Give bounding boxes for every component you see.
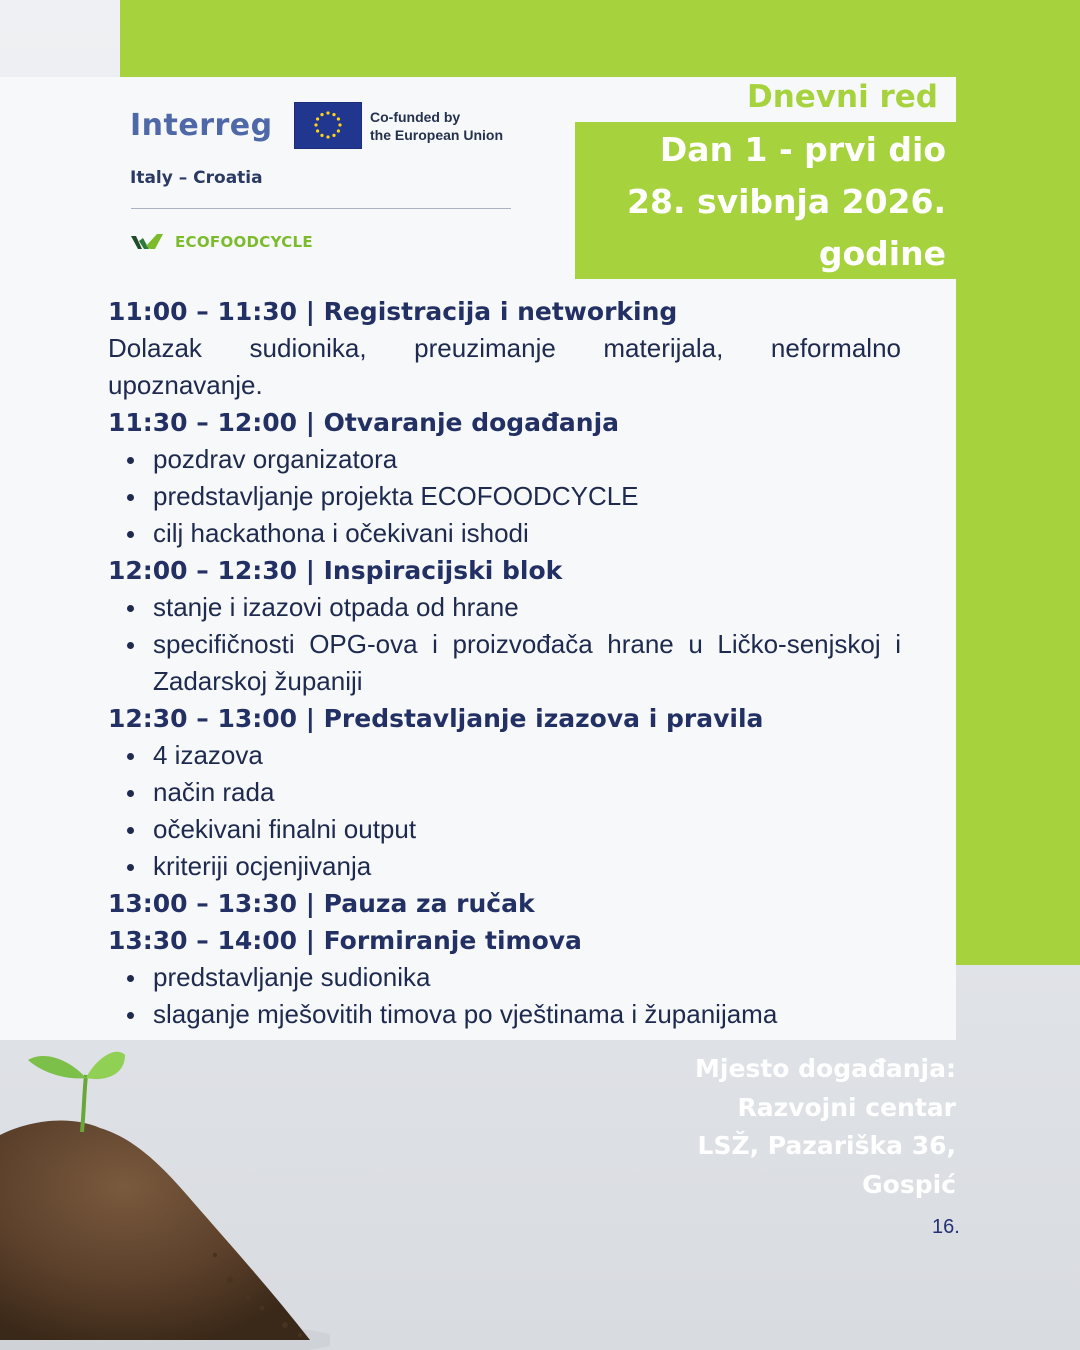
day-title-line-1: Dan 1 - prvi dio	[659, 130, 946, 169]
session-heading: 13:00 – 13:30 | Pauza za ručak	[108, 889, 535, 918]
list-item: cilj hackathona i očekivani ishodi	[153, 515, 901, 552]
seedling-soil-image	[0, 1040, 330, 1350]
session-items	[108, 959, 901, 1033]
session-items	[108, 441, 901, 552]
list-item: pozdrav organizatora	[153, 441, 901, 478]
list-item: slaganje mješovitih timova po vještinama i županijama	[153, 996, 901, 1033]
list-item: predstavljanje projekta ECOFOODCYCLE	[153, 478, 901, 515]
agenda-tag-text: Dnevni red	[746, 79, 938, 115]
cofunded-line-1: Co-funded by	[370, 109, 461, 125]
logo-divider	[131, 208, 511, 209]
eu-flag-icon	[294, 102, 362, 149]
venue-info	[695, 1050, 956, 1204]
session-description: Dolazak sudionika, preuzimanje materijala, neformalno upoznavanje.	[108, 333, 901, 400]
list-item: način rada	[153, 774, 901, 811]
list-item: predstavljanje sudionika	[153, 959, 901, 996]
session-items	[108, 589, 901, 700]
page-number: 16.	[932, 1216, 960, 1238]
agenda-list	[108, 293, 901, 1033]
session-heading: 12:30 – 13:00 | Predstavljanje izazova i pravila	[108, 704, 764, 733]
list-item: specifičnosti OPG-ova i proizvođača hrane u Ličko-senjskoj i Zadarskoj županiji	[153, 626, 901, 700]
list-item: 4 izazova	[153, 737, 901, 774]
list-item: kriteriji ocjenjivanja	[153, 848, 901, 885]
ecofoodcycle-leaf-icon	[131, 232, 167, 250]
venue-line-2: Razvojni centar	[737, 1092, 956, 1122]
cofunded-label	[370, 108, 503, 144]
interreg-logo: Interreg	[130, 108, 273, 143]
day-title-line-2: 28. svibnja 2026.	[627, 182, 946, 221]
session-heading: 11:00 – 11:30 | Registracija i networking	[108, 297, 678, 326]
session-heading: 12:00 – 12:30 | Inspiracijski blok	[108, 556, 563, 585]
venue-line-4: Gospić	[862, 1169, 956, 1199]
region-label: Italy – Croatia	[130, 168, 263, 188]
venue-line-3: LSŽ, Pazariška 36,	[697, 1131, 956, 1160]
session-heading: 11:30 – 12:00 | Otvaranje događanja	[108, 408, 620, 437]
list-item: očekivani finalni output	[153, 811, 901, 848]
list-item: stanje i izazovi otpada od hrane	[153, 589, 901, 626]
agenda-tag	[720, 77, 956, 120]
venue-line-1: Mjesto događanja:	[695, 1054, 956, 1083]
cofunded-line-2: the European Union	[370, 127, 503, 143]
project-name: ECOFOODCYCLE	[175, 233, 313, 251]
session-items	[108, 737, 901, 885]
day-title-line-3: godine	[818, 234, 946, 273]
day-title-box	[575, 122, 956, 279]
session-heading: 13:30 – 14:00 | Formiranje timova	[108, 926, 582, 955]
